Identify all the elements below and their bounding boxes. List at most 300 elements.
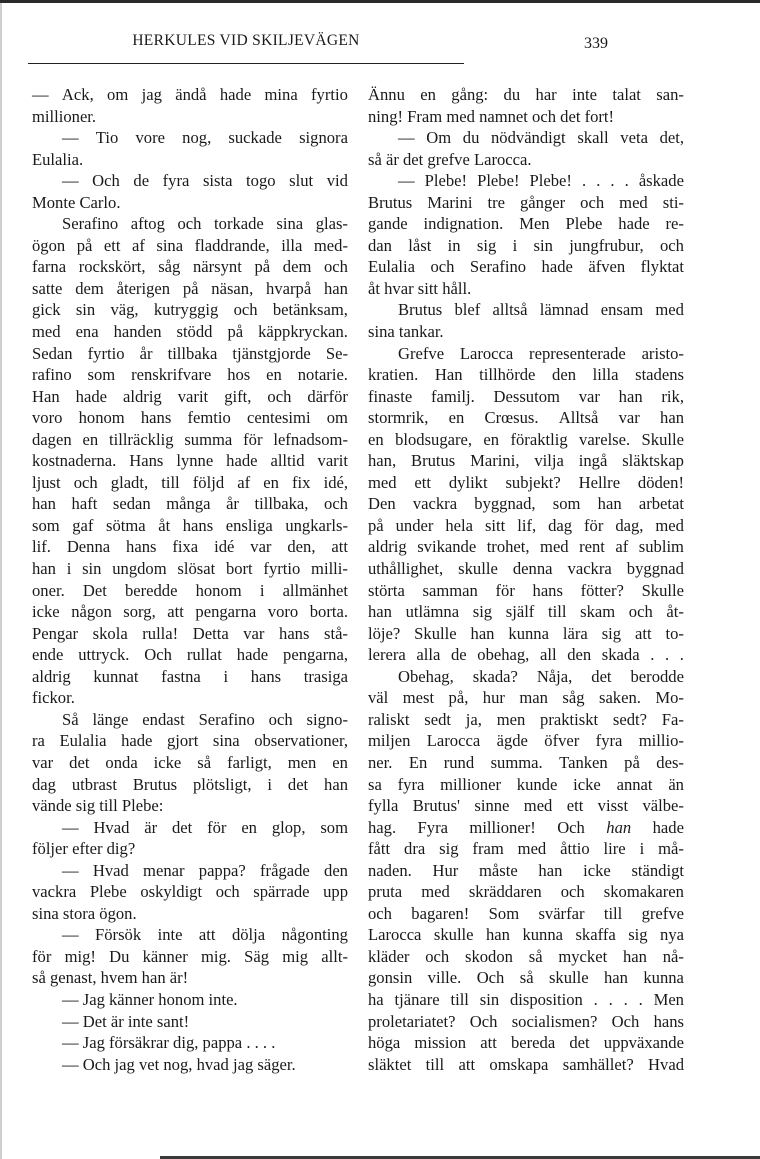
word: alltid [270,451,305,471]
word: summa [184,429,233,449]
word: dag [32,774,56,794]
text-line: Eulalia. [32,149,84,169]
word: med [517,839,547,859]
word: vackra [32,882,77,902]
word: — [62,860,79,880]
word: milli- [311,559,348,579]
text-line [32,235,348,257]
word: var [618,408,640,428]
word: fram [472,839,504,859]
word: den [324,860,348,880]
word: ljust [32,472,61,492]
word: aldrig [32,666,71,686]
word: hade [541,257,573,277]
word: sedan [112,494,151,514]
word: pengarna [195,602,257,622]
word: på [227,322,244,342]
word: hade [652,817,684,837]
word: att [167,602,184,622]
word: hos [227,365,251,385]
word: farligt, [227,752,272,772]
word: skomakaren [603,882,684,902]
word: byggnad [626,559,684,579]
word: Skulle [641,429,684,449]
word: skulle [548,968,589,988]
text-line [32,127,348,149]
word: om [107,85,129,104]
word: gift, [224,386,252,406]
text-line [32,881,348,903]
word: Se- [325,343,348,363]
word: välbe- [642,796,684,816]
word: ständigt [631,860,684,880]
word: en [82,429,99,449]
word: ändå [175,85,207,104]
word: aftog [130,214,165,234]
word: sa [368,774,382,794]
word: för [207,817,227,837]
word: och [177,214,202,234]
word: kratien. [368,365,419,385]
text-line [368,536,684,558]
word: ungdom [112,559,167,579]
word: det [287,774,309,794]
word: han [486,925,510,945]
word: omskapa [489,1054,549,1074]
text-line [368,730,684,752]
word: var [32,752,54,772]
text-line [32,493,348,515]
word: med [655,300,684,320]
word: han [597,494,622,514]
word: störta [368,580,405,600]
word: sin [82,559,102,579]
running-title: HERKULES VID SKILJEVÄGEN [132,32,360,49]
word: spärrade [253,882,310,902]
word: Brutus [132,774,178,794]
word: är [144,817,158,837]
word: sig [476,235,497,255]
word: hur [482,688,505,708]
word: och [368,903,392,923]
word: på [368,515,384,535]
text-line [32,623,348,645]
word: jag [141,85,162,104]
word: tillräcklig [108,429,174,449]
word: den [552,365,577,385]
word: gladt, [110,472,149,492]
word: åt- [666,602,684,622]
word: rent [579,537,605,557]
word: och [268,709,293,729]
word: uthållighet, [368,559,444,579]
word: skall [577,128,609,148]
word: sti- [662,192,684,212]
word: blef [454,300,481,320]
word: dan [368,235,392,255]
word: dylikt [448,472,488,492]
word: beredde [124,580,178,600]
word: gande [368,214,408,234]
word: han [470,623,495,643]
text-line [368,127,684,149]
text-line: — Jag försäkrar dig, pappa . . . . [62,1033,276,1053]
word: veta [620,128,648,148]
word: . [623,989,628,1009]
word: kläder [368,946,410,966]
word: ungkarls- [285,515,348,535]
word: det, [659,128,684,148]
word: ville. [427,968,462,988]
word: han [368,602,392,622]
word: upp [323,882,348,902]
word: glop, [271,817,306,837]
word: dagen [32,429,72,449]
running-head [28,32,464,60]
word: höga [368,1033,401,1053]
text-line [368,817,684,839]
word: i [66,559,72,579]
word: så [519,968,534,988]
word: bagaren! [411,903,470,923]
word: det [69,752,90,772]
text-line [368,1011,684,1033]
word: fyra [162,171,190,191]
word: denna [512,559,553,579]
text-line [368,580,684,602]
text-line [32,536,348,558]
text-line [32,752,348,774]
word: togo [246,171,276,191]
word: en [448,408,465,428]
word: vore [135,128,165,148]
word: nå- [662,946,684,966]
word: inte [157,925,183,945]
word: han [618,386,643,406]
word: Plebe! [477,171,520,191]
word: Pengar [32,623,79,643]
word: indignation. [423,214,504,234]
word: Detta [192,623,229,643]
word: Tio [95,128,119,148]
word: med [619,192,648,212]
word: oskyldigt [140,882,203,902]
word: Brutus' [412,796,461,816]
text-line: åt hvar sitt håll. [368,278,472,298]
text-line: fickor. [32,688,75,708]
word: så [197,752,212,772]
word: uttryck. [78,645,130,665]
word: sin [75,300,96,320]
text-line: följer efter dig? [32,839,136,859]
word: slösat [177,559,216,579]
word: . [593,989,598,1009]
text-line [368,795,684,817]
word: Och [611,1011,640,1031]
word: på [76,235,93,255]
word: fyra [397,774,425,794]
text-line [368,364,684,386]
word: vid [326,171,348,191]
word: proletariatet? [368,1011,456,1031]
word: fastna [161,666,201,686]
scan-top-edge [0,0,760,3]
word: väg, [110,300,139,320]
text-line [368,493,684,515]
word: satte [32,278,63,298]
word: släktskap [622,451,684,471]
text-line [32,601,348,623]
text-line [32,256,348,278]
word: kunnat [93,666,139,686]
text-line [368,472,684,494]
word: så [528,946,543,966]
word: alltså [492,300,528,320]
word: lire [603,839,626,859]
word: han [622,946,647,966]
word: mycket [558,946,608,966]
word: åt [158,515,171,535]
word: skola [92,623,128,643]
word: voro [32,408,63,428]
word: suckade [228,128,282,148]
word: praktiskt [540,709,599,729]
word: och [215,882,240,902]
text-line [368,343,684,365]
word: dem [75,278,104,298]
word: Serafino [62,214,119,234]
word: Hvad [93,817,130,837]
word: vackra [567,559,612,579]
word: representerade [529,343,626,363]
word: alla [416,645,441,665]
word: flyktat [640,257,684,277]
word: sina [212,731,240,751]
word: att [198,925,216,945]
word: vilja [534,451,564,471]
word: lilla [592,365,619,385]
word: kunna [643,968,684,988]
word: därför [307,386,348,406]
word: dem [282,257,312,277]
word: pruta [368,882,403,902]
word: bort [225,559,253,579]
word: idé, [323,472,348,492]
word: ha [368,989,384,1009]
word: inte [572,85,597,104]
word: hela [445,515,474,535]
word: en [420,85,436,104]
word: samhället? [562,1054,634,1074]
word: Brutus [398,300,443,320]
word: fötter? [580,580,624,600]
word: hvarpå [266,278,312,298]
word: Serafino [469,257,527,277]
word: år [226,494,239,514]
word: med [368,472,397,492]
word: han, [368,451,397,471]
word: en [483,429,500,449]
word: åttio [560,839,590,859]
word: varit [317,451,348,471]
text-line [368,967,684,989]
word: lämnad [539,300,589,320]
word: till [425,1054,445,1074]
text-line [32,924,348,946]
word: sina [156,235,184,255]
word: Tanken [559,752,608,772]
word: på [182,278,199,298]
text-line [368,235,684,257]
text-line [368,903,684,925]
word: som [552,494,581,514]
word: borta. [309,602,348,622]
text-line [368,666,684,688]
word: det [569,1033,590,1053]
text-line [368,752,684,774]
word: Plebe! [424,171,468,191]
word: mina [264,85,298,104]
word: tjänare [394,989,440,1009]
word: kunna [508,623,549,643]
word: aldrig [123,386,162,406]
word: renskrifvare [131,365,212,385]
word: att [458,1054,476,1074]
word: för [243,429,263,449]
word: illa [281,235,303,255]
word: var [250,537,272,557]
text-line [368,213,684,235]
word: sötma [106,515,146,535]
word: sig [601,623,622,643]
word: icke [153,752,182,772]
word: Men [653,989,684,1009]
word: Fa- [661,709,684,729]
word: Brutus [368,192,413,212]
word: . [582,171,587,191]
word: Ännu [368,85,405,104]
word: på [254,257,271,277]
word: sin [479,989,500,1009]
word: fyra [595,731,623,751]
word: Larocca [426,731,481,751]
text-line [368,946,684,968]
text-line [32,860,348,882]
word: Den [368,494,396,514]
text-line [32,472,348,494]
text-line [32,558,348,580]
word: rik, [661,386,684,406]
text-line [32,515,348,537]
text-line [32,429,348,451]
word: ensam [600,300,644,320]
word: finaste [368,386,413,406]
word: millio- [638,731,684,751]
word: fladdrande, [194,235,270,255]
word: hade [75,386,107,406]
word: annat [616,774,653,794]
word: grefve [641,903,684,923]
left-column [32,84,348,1075]
text-line: millioner. [32,106,97,126]
word: nya [660,925,684,945]
word: dra [404,839,426,859]
word: en [266,365,282,385]
word: — [32,85,49,104]
word: Larocca [459,343,514,363]
text-line [32,450,348,472]
word: icke [32,602,60,622]
word: en [368,429,384,449]
word: Sedan [32,343,73,363]
word: i [639,839,645,859]
word: sitt [484,515,506,535]
word: svärfar [538,903,585,923]
word: till [548,602,567,622]
word: icke [583,860,611,880]
word: i [512,235,518,255]
word: föraktlig [510,429,568,449]
word: i [223,666,229,686]
word: som [87,365,116,385]
word: Så [62,709,79,729]
text-line [368,558,684,580]
word: tillbaka [167,343,218,363]
word: fyrtio [87,343,125,363]
word: tillbaka, [254,494,309,514]
word: någon [71,602,112,622]
text-line: ning! Fram med namnet och det fort! [368,106,615,126]
word: att [331,537,348,557]
word: millioner! [469,817,536,837]
word: plötsligt, [192,774,252,794]
word: frågade [260,860,310,880]
word: Skulle [641,580,684,600]
word: döden! [637,472,684,492]
word: skräddaren [468,882,542,902]
word: med [523,796,553,816]
text-line [32,709,348,731]
word: må- [658,839,684,859]
word: ensliga [225,515,273,535]
word: hans [279,623,310,643]
word: Det [82,580,107,600]
word: kutryggig [153,300,219,320]
word: Hans [129,451,164,471]
word: man [519,688,548,708]
word: på, [448,688,469,708]
word: hade [219,85,252,104]
word: skam [580,602,616,622]
text-line [32,666,348,688]
word: . [608,989,613,1009]
word: till [161,472,180,492]
word: kostnaderna. [32,451,117,471]
word: rulla! [142,623,179,643]
word: dag, [615,515,644,535]
word: dag [548,515,573,535]
word: rafino [32,365,72,385]
word: signora [299,128,348,148]
word: med [421,882,450,902]
word: lerera [368,645,406,665]
word: hade [236,645,269,665]
text-line: sina stora ögon. [32,903,137,923]
word: skodon [465,946,513,966]
word: talat [612,85,641,104]
word: dölja [231,925,266,945]
word: uppväxande [603,1033,684,1053]
